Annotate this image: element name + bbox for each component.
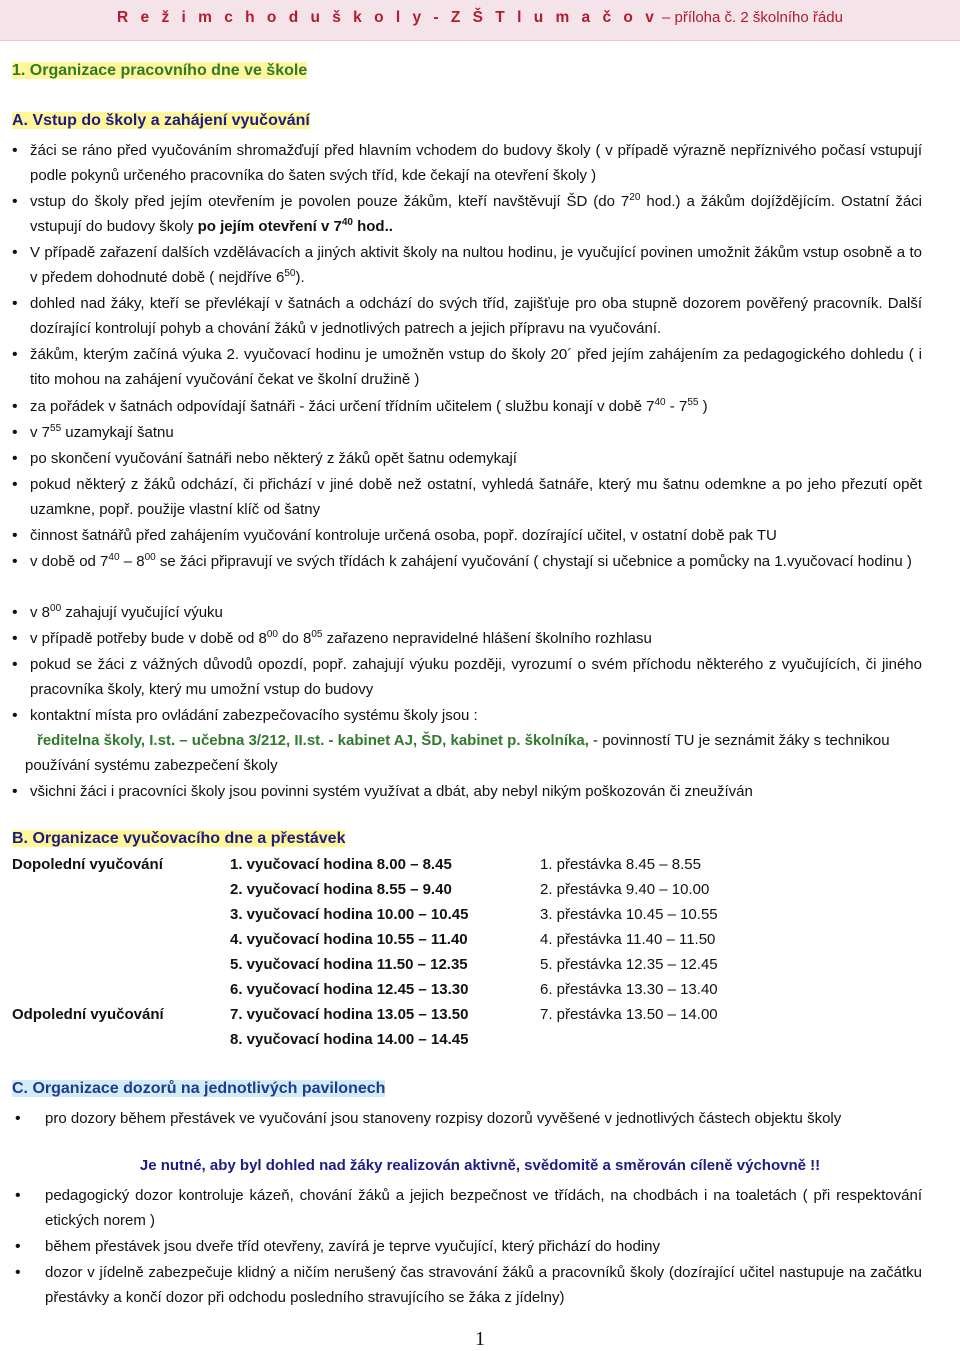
list-item: • žáci se ráno před vyučováním shromažďují před hlavním vchodem do budovy školy ( v případě výrazně nepříznivého počasí vstupují podle pokynů určeného pracovníka do šaten svých tříd, kde čekají na otevření školy ) (30, 138, 922, 188)
morning-label: Dopolední vyučování (12, 856, 163, 873)
list-item: • pokud se žáci z vážných důvodů opozdí, popř. zahajují výuku později, vyrozumí o svém příchodu některého z vyučujících, či jiného pracovníka školy, který mu umožní vstup do budovy (30, 652, 922, 702)
afternoon-label: Odpolední vyučování (12, 1006, 164, 1023)
section-b-title: B. Organizace vyučovacího dne a přestávek (12, 830, 346, 847)
list-item: • V případě zařazení dalších vzdělávacích a jiných aktivit školy na nultou hodinu, je vyučující povinen umožnit žákům vstup osobně a to v předem dohodnuté době ( nejdříve $6^{50}$). (30, 240, 922, 290)
list-item: • v době od $7^{40} - 8^{00}$ se žáci připravují ve svých třídách k zahájení vyučování ( chystají si učebnice a pomůcky na 1.vyučovací hodinu ) (30, 549, 922, 574)
list-item: • po skončení vyučování šatnáři nebo některý z žáků opět šatnu odemykají (30, 446, 922, 471)
list-item: • v případě potřeby bude v době od $8^{00}$ do $8^{05}$ zařazeno nepravidelné hlášení školního rozhlasu (30, 626, 922, 651)
break: 2. přestávka 9.40 – 10.00 (540, 881, 710, 898)
supervision-note: Je nutné, aby byl dohled nad žáky realizován aktivně, svědomitě a směrován cíleně výchovně !! (139, 1157, 821, 1174)
page-number: 1 (475, 1328, 485, 1350)
section-c-title: C. Organizace dozorů na jednotlivých pavilonech (12, 1080, 386, 1097)
break: 7. přestávka 13.50 – 14.00 (540, 1006, 718, 1023)
list-item: • dozor v jídelně zabezpečuje klidný a ničím nerušený čas stravování žáků a pracovníků školy (dozírající učitel nastupuje na začátku přestávky a končí dozor při odchodu posledního stravujícího se žáka z jídelny) (45, 1260, 922, 1310)
lesson: 7. vyučovací hodina 13.05 – 13.50 (230, 1006, 469, 1023)
list-item: • pro dozory během přestávek ve vyučování jsou stanoveny rozpisy dozorů vyvěšené v jednotlivých částech objektu školy (45, 1106, 922, 1131)
list-item: • všichni žáci i pracovníci školy jsou povinni systém využívat a dbát, aby nebyl nikým poškozován či zneužíván (30, 779, 922, 804)
section-1-title: 1. Organizace pracovního dne ve škole (12, 62, 308, 79)
break: 5. přestávka 12.35 – 12.45 (540, 956, 718, 973)
break: 1. přestávka 8.45 – 8.55 (540, 856, 701, 873)
break: 6. přestávka 13.30 – 13.40 (540, 981, 718, 998)
list-item: • činnost šatnářů před zahájením vyučování kontroluje určená osoba, popř. dozírající učitel, v ostatní době pak TU (30, 523, 922, 548)
list-item: • v $8^{00}$ zahajují vyučující výuku (30, 600, 922, 625)
list-item: • vstup do školy před jejím otevřením je povolen pouze žákům, kteří navštěvují ŠD (do $7^{20}$ hod.) a žákům dojíždějícím. Ostatní žáci vstupují do budovy školy po jejím otevření v $7^{40}$ hod.. (30, 189, 922, 239)
break: 4. přestávka 11.40 – 11.50 (540, 931, 716, 948)
contact-points: ředitelna školy, I.st. – učebna 3/212, II.st. - kabinet AJ, ŠD, kabinet p. školníka, - povinností TU je seznámit žáky s technikou používání systému zabezpečení školy (25, 732, 890, 774)
section-a-title: A. Vstup do školy a zahájení vyučování (12, 112, 310, 129)
lesson: 2. vyučovací hodina 8.55 – 9.40 (230, 881, 452, 898)
lesson: 8. vyučovací hodina 14.00 – 14.45 (230, 1031, 469, 1048)
list-item: • během přestávek jsou dveře tříd otevřeny, zavírá je teprve vyučující, který přichází do hodiny (45, 1234, 922, 1259)
list-item: • v $7^{55}$ uzamykají šatnu (30, 420, 922, 445)
lesson: 6. vyučovací hodina 12.45 – 13.30 (230, 981, 469, 998)
break: 3. přestávka 10.45 – 10.55 (540, 906, 718, 923)
list-item: • žákům, kterým začíná výuka 2. vyučovací hodinu je umožněn vstup do školy 20´ před jejím zahájením za pedagogického dohledu ( i tito mohou na zahájení vyučování čekat ve školní družině ) (30, 342, 922, 392)
list-item: • pokud některý z žáků odchází, či přichází v jiné době než ostatní, vyhledá šatnáře, který mu šatnu odemkne a po jeho přezutí opět uzamkne, popř. použije vlastní klíč od šatny (30, 472, 922, 522)
lesson: 4. vyučovací hodina 10.55 – 11.40 (230, 931, 468, 948)
header-subtitle: – příloha č. 2 školního řádu (661, 9, 843, 26)
list-item: • pedagogický dozor kontroluje kázeň, chování žáků a jejich bezpečnost ve třídách, na chodbách i na toaletách ( při respektování etických norem ) (45, 1183, 922, 1233)
list-item: • za pořádek v šatnách odpovídají šatnáři - žáci určení třídním učitelem ( službu konají v době $7^{40} - 7^{55}$ ) (30, 394, 922, 419)
schedule-table (12, 852, 942, 1052)
header-title: R e ž i m c h o d u š k o l y - Z Š T l u m a č o v (117, 9, 658, 26)
lesson: 1. vyučovací hodina 8.00 – 8.45 (230, 856, 452, 873)
lesson: 5. vyučovací hodina 11.50 – 12.35 (230, 956, 468, 973)
list-item: • kontaktní místa pro ovládání zabezpečovacího systému školy jsou : (30, 703, 922, 728)
document-header (0, 0, 960, 41)
lesson: 3. vyučovací hodina 10.00 – 10.45 (230, 906, 469, 923)
list-item: • dohled nad žáky, kteří se převlékají v šatnách a odchází do svých tříd, zajišťuje pro oba stupně dozorem pověřený pracovník. Další dozírající kontrolují pohyb a chování žáků v jednotlivých patrech a jejich přípravu na vyučování. (30, 291, 922, 341)
